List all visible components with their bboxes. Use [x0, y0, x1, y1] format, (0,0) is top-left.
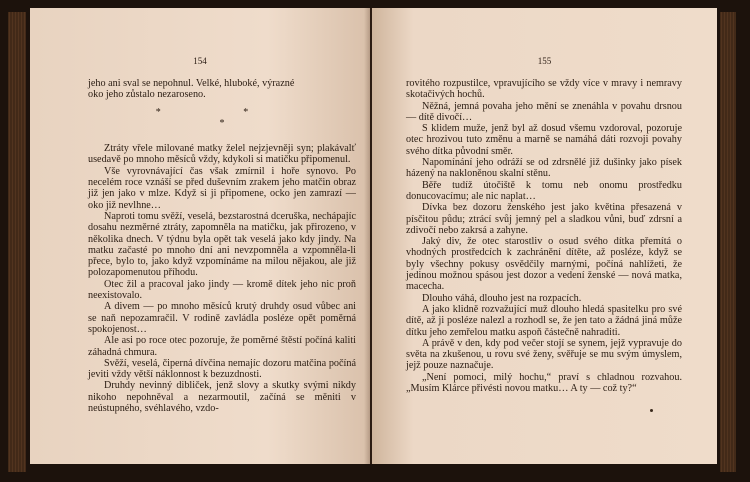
open-book — [8, 4, 736, 472]
paragraph: Běře tudíž útočiště k tomu neb onomu prostředku donucovacímu; ale nic naplat… — [406, 179, 682, 202]
left-page-text — [88, 78, 356, 414]
paragraph: S klidem muže, jenž byl až dosud všemu vzdoroval, pozoruje otec hrozivou tuto změnu a marně se namáhá dáti rozvoji povahy svého dítka původní směr. — [406, 123, 682, 157]
page-number-left: 154 — [193, 56, 207, 66]
paragraph: A právě v den, kdy pod večer stojí se synem, jejž vypravuje do světa na zkušenou, u rovu své ženy, svěřuje se mu svým úmyslem, jejž pouze naznačuje. — [406, 337, 682, 372]
text-line: jeho ani sval se nepohnul. Velké, hluboké, výrazné — [88, 78, 295, 89]
paragraph: Vše vyrovnávající čas však zmírnil i hoře synovo. Po necelém roce vznáší se před duševním zrakem jeho matčin obraz již jen jako v mlze. Když si ji připomene, ocko jen zamrazí — oko již nevlhne… — [88, 165, 356, 211]
paragraph: Naproti tomu svěží, veselá, bezstarostná dceruška, nechápajíc dosahu nezměrné ztráty, zapomněla na matičku, jak přirozeno, v několika dnech. V týdnu byla opět tak veselá jako kdy jindy. Na matku začasté po mnoho dní ani nevzpomněla a vzpomněla-li přece, bylo to, jako když vzpomínáme na milou nějakou, ale již polozapomenutou příhodu. — [88, 210, 356, 279]
right-page — [372, 8, 717, 464]
paragraph: Něžná, jemná povaha jeho mění se znenáhla v povahu drsnou — dítě divočí… — [406, 100, 682, 123]
paragraph: rovitého rozpustilce, vpravujícího se vždy více v mravy i nemravy skotačivých hochů. — [406, 78, 682, 101]
paragraph: Druhdy nevinný dibliček, jenž slovy a skutky svými nikdy nikoho nepohněval a nezarmoutil, začíná se měniti v neústupného, svéhlavého, vzdo- — [88, 380, 356, 415]
paragraph: Otec žil a pracoval jako jindy — kromě dítek jeho nic proň neexistovalo. — [88, 278, 356, 302]
section-divider-stars: * * — [155, 106, 289, 118]
paragraph: Svěží, veselá, čiperná dívčina nemajíc dozoru matčina počíná jeviti vždy větší náklonnost k bezuzdnosti. — [88, 357, 356, 381]
paragraph: A jako klidně rozvažující muž dlouho hledá spasitelku pro své dítě, až ji posléze nalezl a rozhodl se, že jen tato a žádná jiná může dítku jeho zemřelou matku aspoň částečně nahraditi. — [406, 303, 682, 338]
paragraph: Napomínání jeho odráží se od zdrsnělé již dušinky jako písek házený na nakloněnou skalní stěnu. — [406, 157, 682, 180]
paragraph: „Není pomoci, milý hochu,“ praví s chladnou rozvahou. „Musím Klárce přivésti novou matku… A ty — což ty?“ — [406, 371, 682, 395]
ink-speck — [650, 409, 653, 412]
paragraph: Ale asi po roce otec pozoruje, že poměrné štěstí počíná kaliti záhadná chmura. — [88, 335, 356, 358]
right-page-text — [406, 78, 682, 394]
page-number-right: 155 — [537, 56, 552, 66]
paragraph: Dívka bez dozoru ženského jest jako květina přesazená v písčitou půdu; ztrácí svůj jemný pel a sladkou vůni, buď zdrsní a zdivočí nebo zakrsá a zahyne. — [406, 202, 682, 236]
section-divider-star: * — [219, 117, 225, 129]
paragraph: Dlouho váhá, dlouho jest na rozpacích. — [422, 292, 582, 304]
paragraph: Jaký div, že otec starostliv o osud svého dítka přemítá o vhodných prostředcích k zachránění dítěte, až posléze, když se byly všechny pokusy osvědčily marnými, počíná nahlížeti, že jedinou možnou spásou jest dozor a vedení ženské — nová matka, macecha. — [406, 236, 682, 293]
right-page-edges — [720, 12, 736, 472]
paragraph: A divem — po mnoho měsíců krutý druhdy osud vůbec ani se naň nepozamračil. V rodině zavládla posléze opět poměrná spokojenost… — [88, 301, 356, 335]
left-page — [30, 8, 370, 464]
paragraph: Ztráty vřele milované matky želel nejzjevněji syn; plakávalť usedavě po mnoho měsíců vždy, kdykoli si matičku připomenul. — [88, 143, 356, 166]
left-page-edges — [8, 12, 26, 472]
text-line: oko jeho zůstalo nezarosenо. — [88, 89, 206, 101]
